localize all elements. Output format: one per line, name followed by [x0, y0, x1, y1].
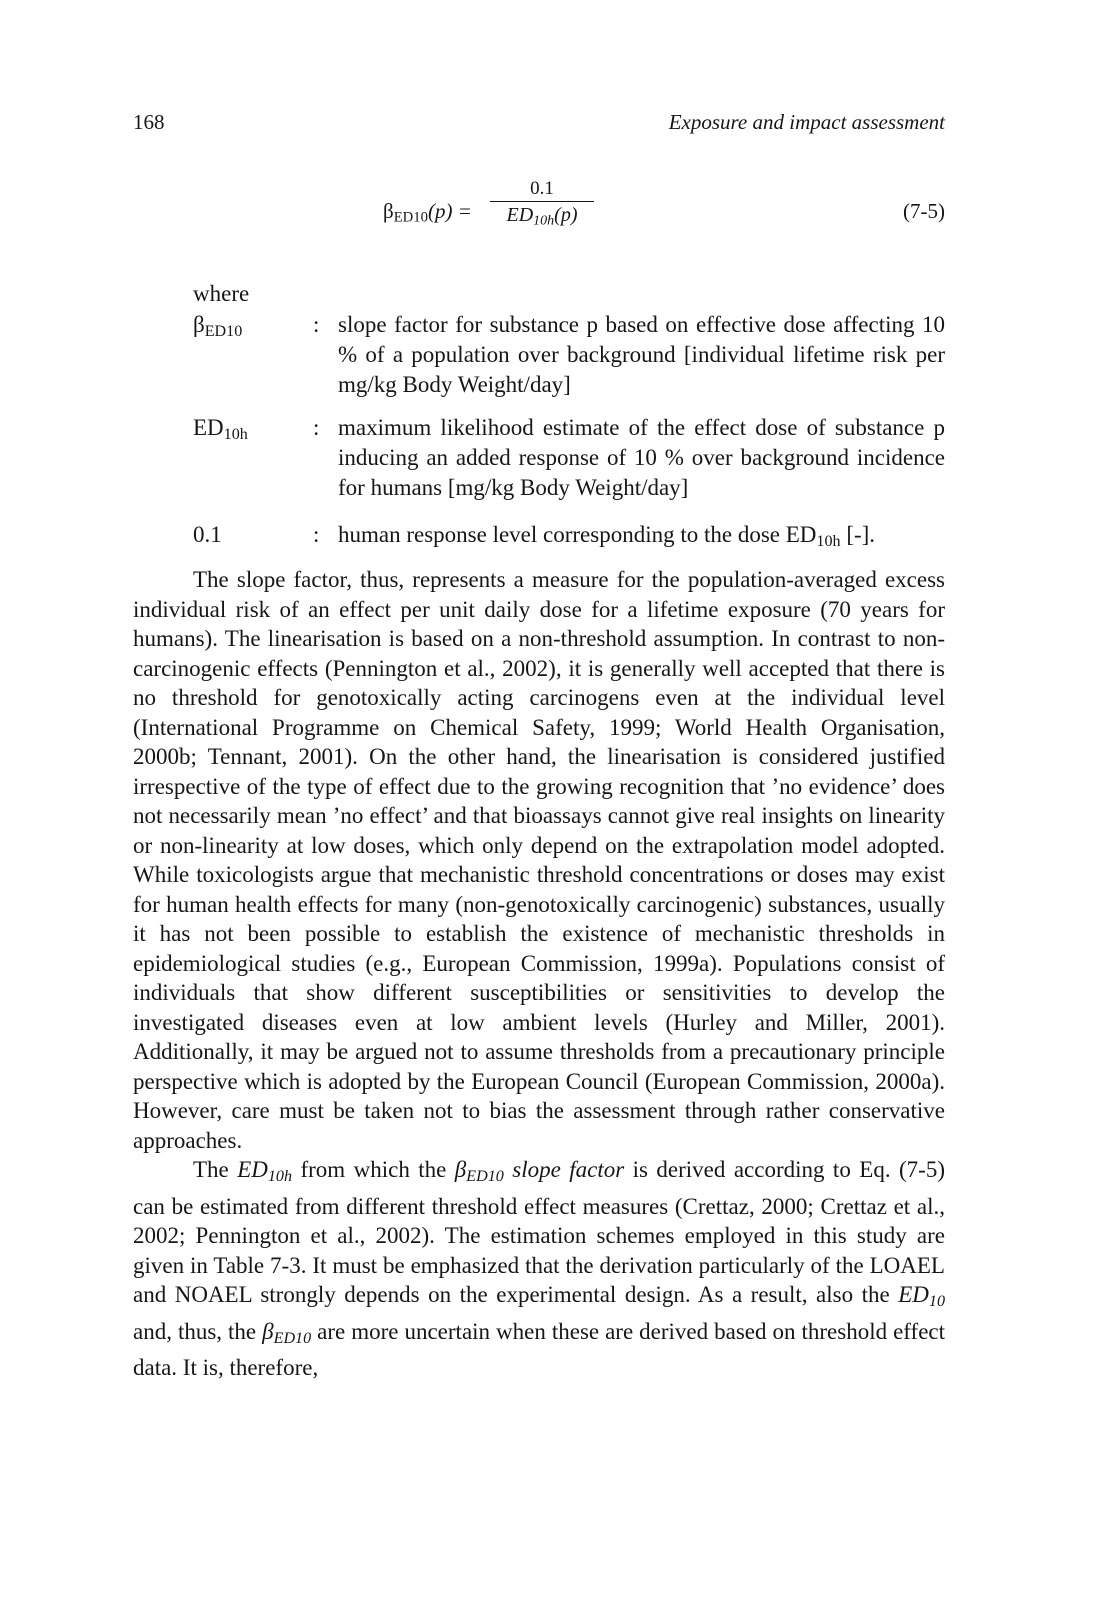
- definition-symbol: 0.1: [193, 522, 222, 547]
- symbol-definitions: [193, 310, 945, 554]
- fraction-denominator: $ED_{10h}(p)$: [506, 204, 578, 229]
- definition-response-level: [193, 520, 945, 554]
- definition-colon: :: [313, 312, 320, 337]
- definition-ed10h: [193, 413, 945, 520]
- equation-7-5: [133, 170, 945, 250]
- page-number: 168: [133, 110, 165, 134]
- equation-lhs: $\beta_{ED10}(p)$ =: [383, 199, 472, 226]
- running-title: Exposure and impact assessment: [668, 110, 945, 134]
- paragraph-slope-factor: The slope factor, thus, represents a measure for the population-averaged excess individual risk of an effect per unit daily dose for a lifetime exposure (70 years for humans). The linearisation is based on a non-threshold assumption. In contrast to non-carcinogenic effects (Pennington et al., 2002), it is generally well accepted that there is no threshold for genotoxically acting carcinogens even at the individual level (International Programme on Chemical Safety, 1999; World Health Organisation, 2000b; Tennant, 2001). On the other hand, the linearisation is considered justified irrespective of the type of effect due to the growing recognition that ’no evidence’ does not necessarily mean ’no effect’ and that bioassays cannot give real insights on linearity or non-linearity at low doses, which only depend on the extrapolation model adopted. While toxicologists argue that mechanistic threshold concentrations or doses may exist for human health effects for many (non-genotoxically carcinogenic) substances, usually it has not been possible to establish the existence of mechanistic thresholds in epidemiological studies (e.g., European Commission, 1999a). Populations consist of individuals that show different susceptibilities or sensitivities to develop the investigated diseases even at low ambient levels (Hurley and Miller, 2001). Additionally, it may be argued not to assume thresholds from a precautionary principle perspective which is adopted by the European Council (European Commission, 2000a). However, care must be taken not to bias the assessment through rather conservative approaches.: [133, 567, 945, 1153]
- definition-colon: :: [313, 522, 320, 547]
- definition-text: maximum likelihood estimate of the effect dose of substance p inducing an added response of 10 % over background incidence for humans [mg/kg Body Weight/day]: [338, 415, 945, 500]
- definition-text: slope factor for substance p based on effective dose affecting 10 % of a population over background [individual lifetime risk per mg/kg Body Weight/day]: [338, 312, 945, 397]
- fraction-numerator: 0.1: [530, 178, 554, 199]
- fraction-bar: [490, 201, 594, 202]
- definition-colon: :: [313, 415, 320, 440]
- definition-text: human response level corresponding to the dose $ED_{10h}$ [-].: [338, 522, 876, 551]
- page-header: [133, 110, 945, 140]
- definition-symbol: $ED_{10h}$: [193, 415, 248, 444]
- paragraph-ed10h-estimation: The $ED_{10h}$ from which the $\beta_{ED10}$ slope factor is derived according to Eq. (7-5) can be estimated from different threshold effect measures (Crettaz, 2000; Crettaz et al., 2002; Pennington et al., 2002). The estimation schemes employed in this study are given in Table 7-3. It must be emphasized that the derivation particularly of the LOAEL and NOAEL strongly depends on the experimental design. As a result, also the $ED_{10}$ and, thus, the $\beta_{ED10}$ are more uncertain when these are derived based on threshold effect data. It is, therefore,: [133, 1157, 945, 1381]
- definition-symbol: $\beta_{ED10}$: [193, 312, 243, 341]
- equation-number: (7-5): [903, 199, 945, 223]
- equation-fraction: [490, 178, 594, 233]
- definition-beta-ed10: [193, 310, 945, 413]
- where-label: where: [193, 281, 250, 306]
- body-text: [133, 565, 945, 1383]
